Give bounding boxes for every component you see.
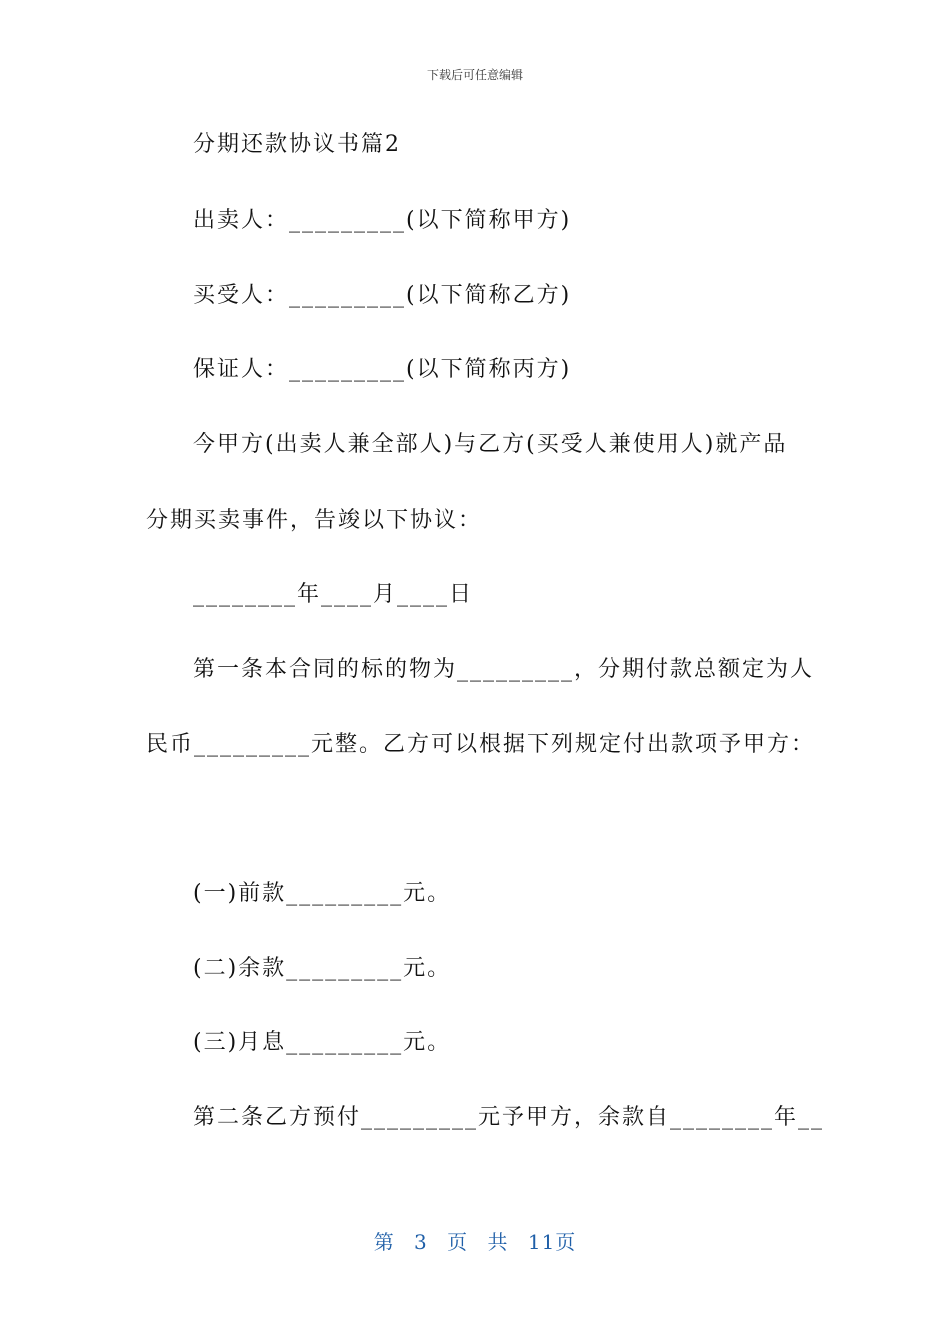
footer-total-label: 共 — [487, 1230, 509, 1254]
item-down-payment: (一)前款_________元。 — [193, 881, 452, 906]
footer-current-page: 3 — [414, 1230, 428, 1254]
article-1-line-1: 第一条本合同的标的物为_________，分期付款总额定为人 — [193, 657, 815, 682]
item-monthly-interest: (三)月息_________元。 — [193, 1030, 452, 1055]
date-line: ________年____月____日 — [193, 582, 474, 607]
page-footer — [0, 1226, 950, 1255]
footer-total-pages: 11页 — [527, 1230, 577, 1254]
footer-page-label: 第 — [373, 1230, 395, 1254]
intro-paragraph-line-2: 分期买卖事件，告竣以下协议： — [146, 508, 483, 533]
page-header-note: 下载后可任意编辑 — [426, 68, 523, 82]
document-title: 分期还款协议书篇2 — [193, 132, 401, 157]
guarantor-line: 保证人：_________(以下简称丙方) — [193, 357, 572, 382]
footer-page-suffix: 页 — [447, 1230, 469, 1254]
buyer-line: 买受人：_________(以下简称乙方) — [193, 283, 572, 308]
article-1-line-2: 民币_________元整。乙方可以根据下列规定付出款项予甲方： — [146, 732, 816, 757]
item-balance: (二)余款_________元。 — [193, 956, 452, 981]
article-2-line-1: 第二条乙方预付_________元予甲方，余款自________年__ — [193, 1105, 825, 1130]
intro-paragraph-line-1: 今甲方(出卖人兼全部人)与乙方(买受人兼使用人)就产品 — [193, 432, 788, 457]
seller-line: 出卖人：_________(以下简称甲方) — [193, 208, 572, 233]
